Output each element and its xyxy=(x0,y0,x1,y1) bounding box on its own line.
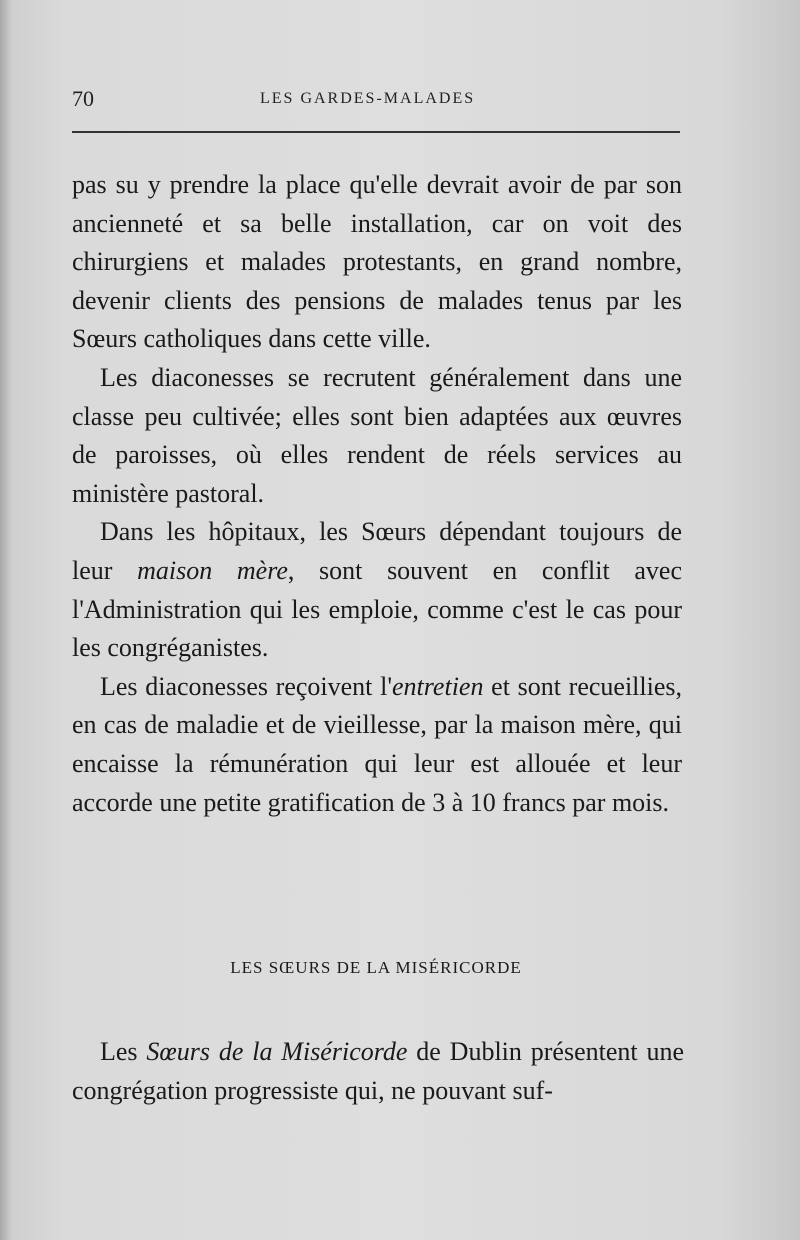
running-title: LES GARDES-MALADES xyxy=(260,90,476,107)
header-rule xyxy=(72,131,680,133)
section-text xyxy=(72,1032,684,1110)
paragraph-4 xyxy=(72,668,682,822)
section-paragraph-italic: Sœurs de la Miséricorde xyxy=(146,1037,408,1066)
section-heading: LES SŒURS DE LA MISÉRICORDE xyxy=(230,958,522,977)
paragraph-3-start: Dans les hôpitaux, les Sœurs dépendant toujours de leur xyxy=(72,517,682,585)
page-header xyxy=(72,86,680,116)
paragraph-1: pas su y prendre la place qu'elle devrait avoir de par son ancienneté et sa belle installation, car on voit des chirurgiens et malades protestants, en grand nombre, devenir clients des pensions de malades tenus par les Sœurs catholiques dans cette ville. xyxy=(72,170,682,354)
section-paragraph-end: de Dublin présentent une congrégation progressiste qui, ne pouvant suf- xyxy=(72,1037,684,1105)
paragraph-3-italic: maison mère xyxy=(137,555,288,585)
page-edge-shadow xyxy=(0,0,12,1240)
section-paragraph-1 xyxy=(72,1032,684,1110)
paragraph-4-start: Les diaconesses reçoivent l' xyxy=(100,671,393,701)
paragraph-2: Les diaconesses se recrutent généralement dans une classe peu cultivée; elles sont bien adaptées aux œuvres de paroisses, où elles rendent de réels services au ministère pastoral. xyxy=(72,362,682,508)
section-paragraph-start: Les xyxy=(100,1037,147,1066)
page-number: 70 xyxy=(72,86,94,111)
main-text xyxy=(72,166,682,822)
paragraph-4-italic: entretien xyxy=(392,671,484,701)
paragraph-4-end: et sont recueillies, en cas de maladie et de vieillesse, par la maison mère, qui encaisse la rémunération qui leur est allouée et leur accorde une petite gratification de 3 à 10 francs par mois. xyxy=(72,671,682,817)
paragraph-3 xyxy=(72,513,682,667)
paragraph-3-end: , sont souvent en conflit avec l'Administration qui les emploie, comme c'est le cas pour les congréganistes. xyxy=(72,555,682,663)
